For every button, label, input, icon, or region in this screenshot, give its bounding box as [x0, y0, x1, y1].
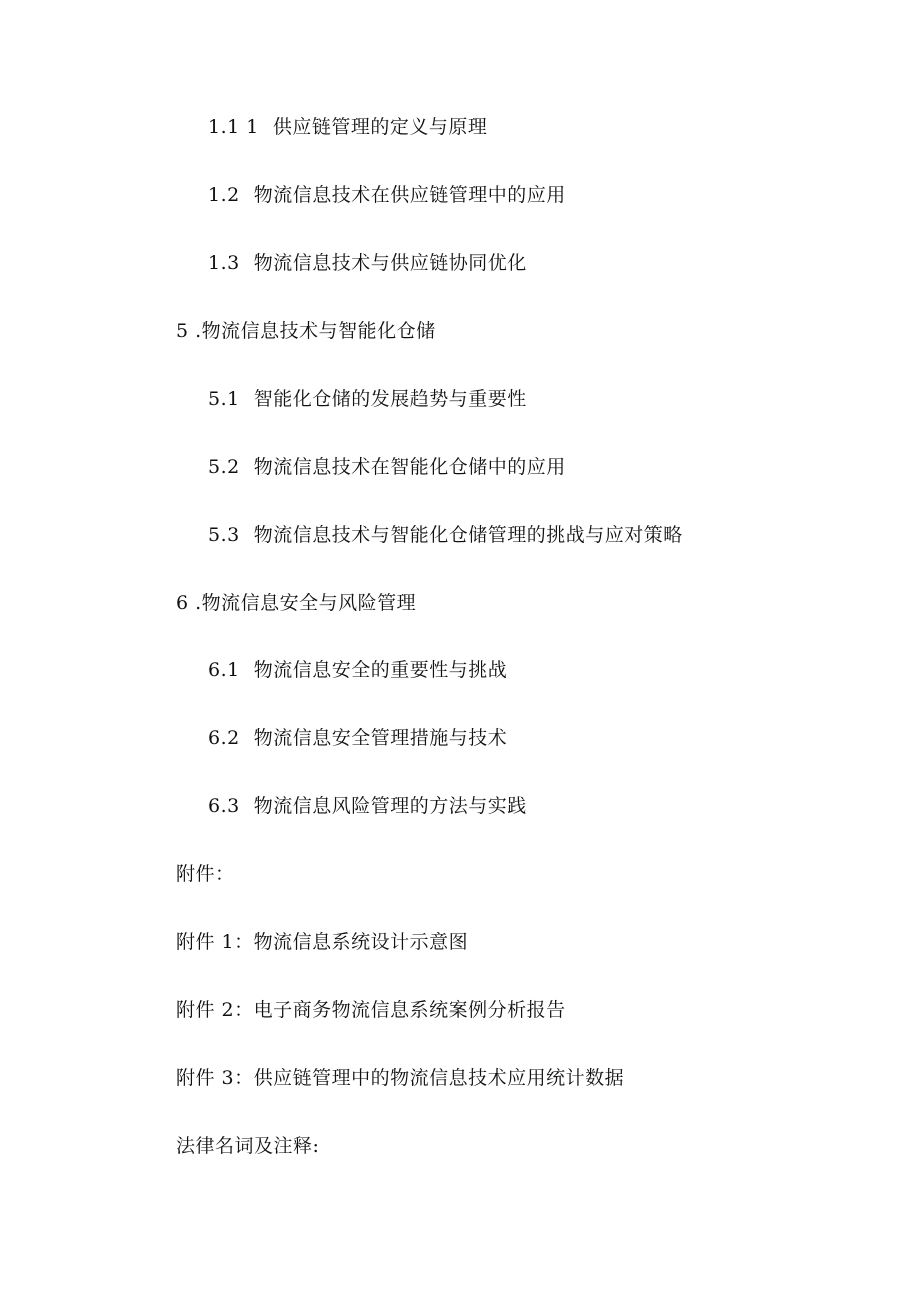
- toc-item: [208, 793, 527, 819]
- toc-section: [176, 318, 436, 344]
- toc-item-number: 1.3: [208, 252, 240, 274]
- toc-item-title: 物流信息技术在供应链管理中的应用: [253, 184, 566, 206]
- attachment-item: [176, 997, 566, 1023]
- toc-item: [208, 182, 566, 208]
- toc-item-title: 物流信息技术在智能化仓储中的应用: [253, 456, 566, 478]
- attachment-title: 供应链管理中的物流信息技术应用统计数据: [253, 1067, 625, 1089]
- toc-item: [208, 725, 507, 751]
- toc-item: [208, 250, 527, 276]
- toc-item-number: 1.1 1: [208, 116, 259, 138]
- toc-item-number: 5.3: [208, 524, 240, 546]
- attachment-title: 电子商务物流信息系统案例分析报告: [253, 999, 566, 1021]
- toc-section-title: 物流信息安全与风险管理: [201, 592, 417, 614]
- toc-item-title: 物流信息安全管理措施与技术: [253, 727, 508, 749]
- toc-item: [208, 114, 487, 140]
- toc-item-number: 5.2: [208, 456, 240, 478]
- attachment-label: 附件 3：: [176, 1067, 254, 1089]
- attachment-title: 物流信息系统设计示意图: [253, 931, 469, 953]
- toc-item-number: 6.1: [208, 659, 240, 681]
- toc-section-number: 6 .: [176, 592, 202, 614]
- toc-item-number: 5.1: [208, 388, 240, 410]
- toc-item-number: 1.2: [208, 184, 240, 206]
- toc-item-title: 智能化仓储的发展趋势与重要性: [253, 388, 527, 410]
- toc-item-title: 物流信息安全的重要性与挑战: [253, 659, 508, 681]
- toc-section: [176, 590, 416, 616]
- terms-heading: 法律名词及注释:: [176, 1135, 320, 1157]
- toc-item-number: 6.3: [208, 795, 240, 817]
- attachment-label: 附件 1：: [176, 931, 254, 953]
- toc-item: [208, 386, 527, 412]
- toc-section-number: 5 .: [176, 320, 202, 342]
- toc-item-title: 物流信息技术与供应链协同优化: [253, 252, 527, 274]
- toc-item-title: 供应链管理的定义与原理: [272, 116, 488, 138]
- toc-item: [208, 454, 566, 480]
- toc-item-title: 物流信息技术与智能化仓储管理的挑战与应对策略: [253, 524, 683, 546]
- attachment-item: [176, 1065, 624, 1091]
- toc-item-title: 物流信息风险管理的方法与实践: [253, 795, 527, 817]
- toc-item: [208, 522, 683, 548]
- toc-item: [208, 657, 507, 683]
- attachment-label: 附件 2：: [176, 999, 254, 1021]
- attachment-item: [176, 929, 468, 955]
- toc-section-title: 物流信息技术与智能化仓储: [201, 320, 436, 342]
- attachments-heading: 附件：: [176, 863, 235, 885]
- toc-item-number: 6.2: [208, 727, 240, 749]
